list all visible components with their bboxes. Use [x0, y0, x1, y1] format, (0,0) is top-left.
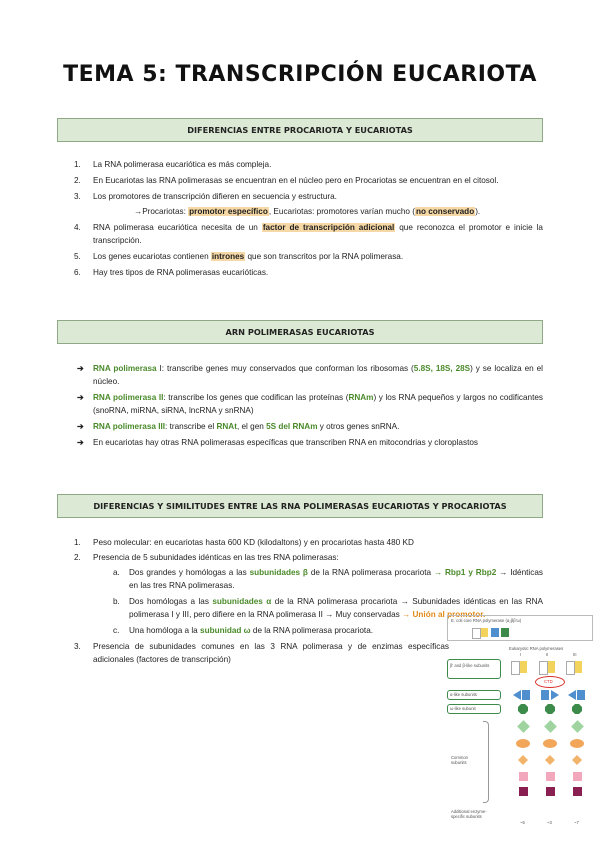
list-item: 2. Presencia de 5 subunidades idénticas en las tres RNA polimerasas:: [74, 553, 339, 562]
col-label-iii: III: [573, 652, 577, 657]
ctd-label: CTD: [544, 679, 553, 684]
ecoli-core-box: [447, 615, 593, 641]
section-heading-polymerases: ARN POLIMERASAS EUCARIOTAS: [57, 320, 543, 344]
beta-subunit: [481, 628, 488, 637]
list-item: ➔ RNA polimerasa III: transcribe el RNAt, el gen 5S del RNAm y otros genes snRNA.: [77, 422, 400, 431]
common-bracket: [483, 721, 489, 803]
common-diamond-ii: [544, 720, 557, 733]
differences-list: [57, 158, 543, 279]
list-item: ➔ RNA polimerasa II: transcribe los genes que codifican las proteínas (RNAm) y los RNA pequeños y largos no codificantes (snoRNA, miRNA, siRNA, lncRNA y snRNA): [77, 393, 544, 415]
beta-prime-i: [511, 661, 520, 675]
list-subitem: c. Una homóloga a la subunidad ω de la RNA polimerasa procariota.: [113, 626, 374, 635]
beta-prime-iii: [566, 661, 575, 675]
count-i: ~5: [520, 820, 525, 825]
list-item: ➔ RNA polimerasa I: transcribe genes muy conservados que conforman los ribosomas (5.8S, 18S, 28S) y se localiza en el núcleo.: [77, 364, 543, 386]
common-oval-iii: [570, 739, 584, 748]
alpha-left-iii: [568, 690, 576, 700]
row-label-beta-box: β' and β-like subunits: [447, 659, 501, 679]
beta-i: [520, 661, 527, 673]
section-heading-similarities: DIFERENCIAS Y SIMILITUDES ENTRE LAS RNA POLIMERASAS EUCARIOTAS Y PROCARIOTAS: [57, 494, 543, 518]
list-item: 1. Peso molecular: en eucariotas hasta 600 KD (kilodaltons) y en procariotas hasta 480 KD: [74, 538, 414, 547]
page-title: TEMA 5: TRANSCRIPCIÓN EUCARIOTA: [63, 62, 537, 87]
common-dark-square-ii: [546, 787, 555, 796]
common-dark-square-iii: [573, 787, 582, 796]
beta-ii: [548, 661, 555, 673]
list-subitem: a. Dos grandes y homólogas a las subunidades β de la RNA polimerasa procariota → Rbp1 y Rbp2 → Idénticas en las tres RNA polimerasas.: [113, 568, 543, 590]
beta-iii: [575, 661, 582, 673]
list-item: 6. Hay tres tipos de RNA polimerasas eucarióticas.: [74, 268, 269, 277]
common-oval-i: [516, 739, 530, 748]
alpha-right-iii: [577, 690, 585, 700]
row-label-common: Common subunits: [451, 755, 468, 765]
list-item: 4. RNA polimerasa eucariótica necesita de un factor de transcripción adicional que reconozca el promotor e inicie la transcripción.: [74, 223, 543, 245]
list-subline: →Procariotas: promotor específico, Eucariotas: promotores varían mucho (no conservado).: [134, 207, 481, 216]
list-subitem: b. Dos homólogas a las subunidades α de la RNA polimerasa procariota → Subunidades idénticas en las RNA polimerasa I y III, pero difiere en la RNA polimerasa II → Muy conservadas → Unión al promotor.: [113, 597, 543, 619]
count-ii: ~3: [547, 820, 552, 825]
rna-polymerase-subunits-figure: [447, 615, 595, 843]
section-heading-differences: DIFERENCIAS ENTRE PROCARIOTA Y EUCARIOTAS: [57, 118, 543, 142]
list-item: ➔ En eucariotas hay otras RNA polimerasas específicas que transcriben RNA en mitocondrias y cloroplastos: [77, 438, 478, 447]
omega-subunit: [501, 628, 509, 637]
row-label-alpha-box: α-like subunits: [447, 690, 501, 700]
common-diamond-iii: [571, 720, 584, 733]
eukaryotic-title: Eukaryotic RNA polymerases: [509, 646, 564, 651]
list-item: 3. Los promotores de transcripción difieren en secuencia y estructura.: [74, 192, 337, 201]
alpha-right-i: [522, 690, 530, 700]
col-label-i: I: [520, 652, 522, 657]
polymerases-list: [57, 362, 543, 449]
common-diamond-i: [517, 720, 530, 733]
list-item: 5. Los genes eucariotas contienen intrones que son transcritos por la RNA polimerasa.: [74, 252, 404, 261]
row-label-omega-box: ω-like subunit: [447, 704, 501, 714]
alpha-right-ii: [551, 690, 559, 700]
col-label-ii: II: [546, 652, 549, 657]
ecoli-header: E. coli core RNA polymerase (α₂ββ'ω): [451, 618, 522, 623]
omega-iii: [572, 704, 582, 714]
common-dark-square-i: [519, 787, 528, 796]
omega-i: [518, 704, 528, 714]
count-iii: ~7: [574, 820, 579, 825]
alpha-left-ii: [541, 690, 549, 700]
row-label-additional: Additional enzyme-specific subunits: [451, 809, 487, 819]
common-square-i: [519, 772, 528, 781]
common-square-ii: [546, 772, 555, 781]
common-shape-i: [518, 755, 528, 765]
list-item: 3. Presencia de subunidades comunes en las 3 RNA polimerasa y de enzimas específicas adicionales (factores de transcripción): [74, 642, 449, 664]
alpha-subunits: [491, 628, 499, 637]
common-oval-ii: [543, 739, 557, 748]
alpha-left-i: [513, 690, 521, 700]
list-item: 2. En Eucariotas las RNA polimerasas se encuentran en el núcleo pero en Procariotas se encuentran en el citosol.: [74, 176, 499, 185]
common-square-iii: [573, 772, 582, 781]
beta-prime-subunit: [472, 628, 481, 639]
list-item: 1. La RNA polimerasa eucariótica es más compleja.: [74, 160, 272, 169]
omega-ii: [545, 704, 555, 714]
common-shape-ii: [545, 755, 555, 765]
common-shape-iii: [572, 755, 582, 765]
beta-prime-ii: [539, 661, 548, 675]
